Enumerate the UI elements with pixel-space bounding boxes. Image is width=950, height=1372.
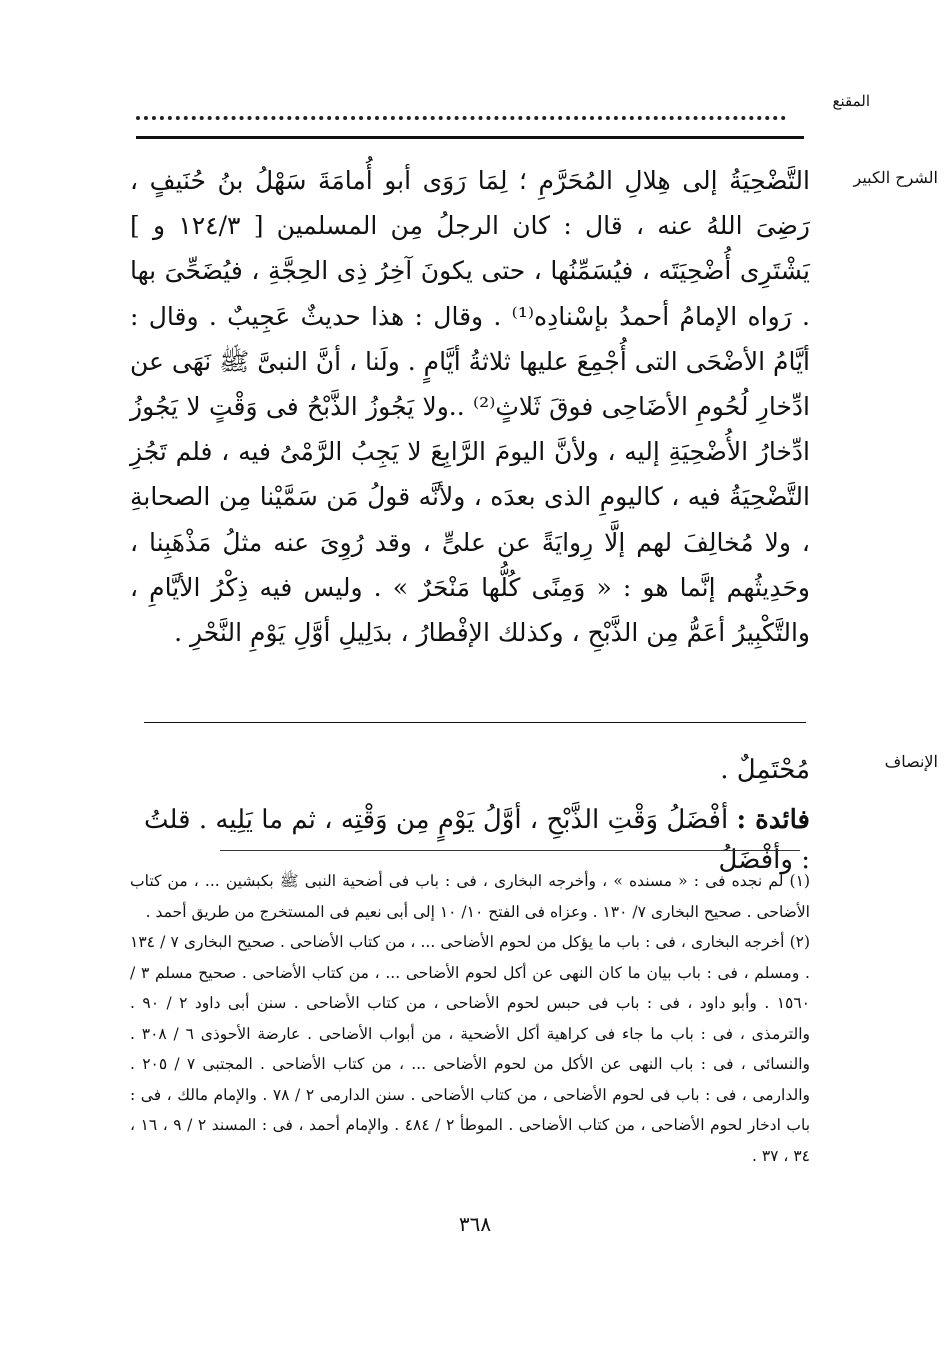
book-title-header: المقنع (832, 92, 870, 110)
insaf-text: مُحْتَمِلٌ . (720, 755, 810, 785)
insaf-section-label: الإنصاف (884, 752, 938, 771)
footnote-1: (١) لم نجده فى : « مسنده » ، وأخرجه البخارى ، فى : باب فى أضحية النبى ﷺ بكبشين ... ، من كتاب الأضاحى . صحيح البخارى ٧/ ١٣٠ . وعزاه فى الفتح ١٠/ ١٠ إلى أبى نعيم فى المستخرج من طريق أحمد . (130, 872, 810, 921)
sharh-section-label: الشرح الكبير (853, 168, 938, 187)
header-dotted-line (136, 100, 786, 120)
footnote-separator (220, 850, 800, 851)
section-divider (144, 722, 806, 723)
footnote-2: (٢) أخرجه البخارى ، فى : باب ما يؤكل من لحوم الأضاحى ... ، من كتاب الأضاحى . صحيح البخارى ٧ / ١٣٤ . ومسلم ، فى : باب بيان ما كان النهى عن أكل لحوم الأضاحى ... ، من كتاب الأضاحى . صحيح مسلم ٣ / ١٥٦٠ . وأبو داود ، فى : باب فى حبس لحوم الأضاحى ، من كتاب الأضاحى . سنن أبى داود ٢ / ٩٠ . والترمذى ، فى : باب ما جاء فى كراهية أكل الأضحية ، من أبواب الأضاحى . عارضة الأحوذى ٦ / ٣٠٨ . والنسائى ، فى : باب النهى عن الأكل من لحوم الأضاحى ... ، من كتاب الأضاحى . المجتبى ٧ / ٢٠٥ . والدارمى ، فى : باب فى لحوم الأضاحى ، من كتاب الأضاحى . سنن الدارمى ٢ / ٧٨ . والإمام مالك ، فى : باب ادخار لحوم الأضاحى ، من كتاب الأضاحى . الموطأ ٢ / ٤٨٤ . والإمام أحمد ، فى : المسند ٢ / ٩ ، ١٦ ، ٣٤ ، ٣٧ . (130, 933, 811, 1165)
sharh-main-text (130, 158, 810, 655)
page-number: ٣٦٨ (458, 1212, 492, 1236)
header-rule (136, 136, 804, 139)
sharh-paragraph: التَّضْحِيَةُ إلى هِلالِ المُحَرَّمِ ؛ لِمَا رَوَى أبو أُمامَةَ سَهْلُ بنُ حُنَيفٍ ، رَضِىَ اللهُ عنه ، قال : كان الرجلُ مِن المسلمين [ ١٢٤/٣ و ] يَشْتَرِى أُضْحِيَتَه ، فيُسَمِّنُها ، حتى يكونَ آخِرُ ذِى الحِجَّةِ ، فيُضَحِّىَ بها . رَواه الإمامُ أحمدُ بإسْنادِه⁽¹⁾ . وقال : هذا حديثٌ عَجِيبٌ . وقال : أيَّامُ الأضْحَى التى أُجْمِعَ عليها ثلاثةُ أيَّامٍ . ولَنا ، أنَّ النبىَّ ﷺ نَهَى عن ادِّخارِ لُحُومِ الأضَاحِى فوقَ ثَلاثٍ⁽²⁾ ..ولا يَجُوزُ الذَّبْحُ فى وَقْتٍ لا يَجُوزُ ادِّخارُ الأُضْحِيَةِ إليه ، ولأنَّ اليومَ الرَّابِعَ لا يَجِبُ الرَّمْىُ فيه ، فلم تَجُزِ التَّضْحِيَةُ فيه ، كاليومِ الذى بعدَه ، ولأنَّه قولُ مَن سَمَّيْنا مِن الصحابةِ ، ولا مُخالِفَ لهم إلَّا رِوايَةً عن علىٍّ ، وقد رُوِىَ عنه مثلُ مَذْهَبِنا ، وحَدِيثُهم إنَّما هو : « وَمِنًى كُلُّها مَنْحَرٌ » . وليس فيه ذِكْرُ الأيَّامِ ، والتَّكْبِيرُ أعَمُّ مِن الذَّبْحِ ، وكذلك الإفْطارُ ، بدَلِيلِ أوَّلِ يَوْمِ النَّحْرِ . (129, 166, 811, 648)
fawaid-label: فائدة : (736, 805, 810, 835)
fawaid-text: أفْضَلُ وَقْتِ الذَّبْحِ ، أوَّلُ يَوْمٍ مِن وَقْتِه ، ثم ما يَلِيه . قلتُ : وأفْضَلُ (144, 805, 810, 875)
footnotes (130, 866, 810, 1171)
